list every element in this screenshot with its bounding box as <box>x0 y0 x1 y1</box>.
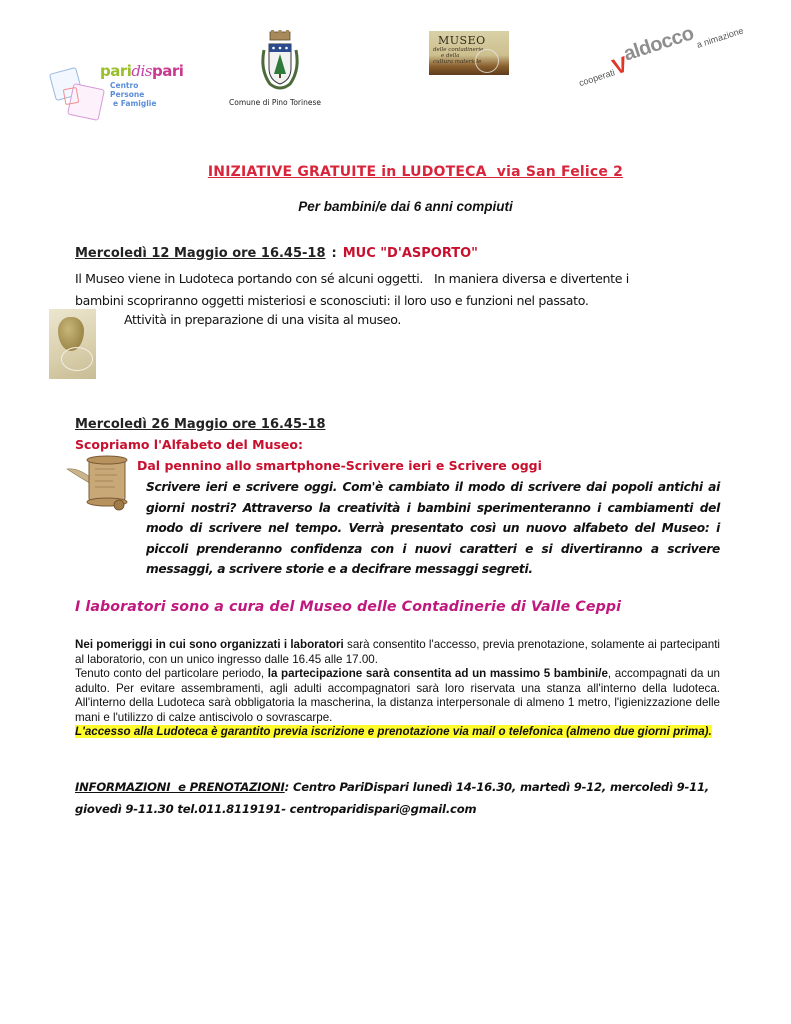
scroll-quill-icon <box>65 455 133 513</box>
event1-title: MUC "D'ASPORTO" <box>342 246 478 261</box>
paridispari-subtitle: Centro Persone e Famiglie <box>110 81 157 108</box>
notice-highlight: L'accesso alla Ludoteca è garantito previa iscrizione e prenotazione via mail o telefonica (almeno due giorni prima). <box>75 725 712 738</box>
info-label: INFORMAZIONI e PRENOTAZIONI <box>75 780 285 794</box>
valdocco-logo: cooperatiValdoccoa nimazione <box>577 22 745 89</box>
page-subtitle: Per bambini/e dai 6 anni compiuti <box>298 199 513 214</box>
event1-heading: Mercoledì 12 Maggio ore 16.45-18 : MUC "D'ASPORTO" <box>75 246 478 261</box>
spinning-top-image <box>49 309 96 379</box>
event2-topic: Dal pennino allo smartphone-Scrivere ieri e Scrivere oggi <box>137 458 542 473</box>
event2-heading <box>75 417 326 432</box>
event2-description: Scrivere ieri e scrivere oggi. Com'è cambiato il modo di scrivere dai popoli antichi ai giorni nostri? Attraverso la creatività i bambini sperimenteranno i cambiamenti del modo di scrivere nel tempo. Verrà presentato così un nuovo alfabeto del Museo: i piccoli prenderanno confidenza con i nuovi caratteri e si divertiranno a scrivere messaggi, a scrivere storie e a decifrare messaggi segreti. <box>146 480 720 576</box>
event1-note: Attività in preparazione di una visita al museo. <box>124 312 401 327</box>
event1-date: Mercoledì 12 Maggio ore 16.45-18 <box>75 246 326 261</box>
event2-date: Mercoledì 26 Maggio ore 16.45-18 <box>75 417 326 432</box>
info-text[interactable]: : Centro PariDispari lunedì 14-16.30, martedì 9-12, mercoledì 9-11, giovedì 9-11.30 tel.011.8119191- centroparidispari@gmail.com <box>75 780 710 816</box>
event1-description: Il Museo viene in Ludoteca portando con sé alcuni oggetti. In maniera diversa e divertente i bambini scopriranno oggetti misteriosi e sconosciuti: il loro uso e funzioni nel passato. <box>75 271 629 308</box>
notice-paragraph-2: Tenuto conto del particolare periodo, la partecipazione sarà consentita ad un massimo 5 bambini/e, accompagnati da un adulto. Per evitare assembramenti, agli adulti accompagnatori sarà loro riservata una stanza all'interno della ludoteca. All'interno della Ludoteca sarà obbligatoria la mascherina, la distanza interpersonale di almeno 1 metro, l'igienizzazione delle mani e l'utilizzo di calze antiscivolo o sovrascarpe. <box>75 667 720 724</box>
comune-caption: Comune di Pino Torinese <box>229 98 321 107</box>
paridispari-name: paridispari <box>100 62 184 80</box>
paridispari-logo <box>52 62 184 124</box>
notice-paragraph-1: Nei pomeriggi in cui sono organizzati i laboratori sarà consentito l'accesso, previa prenotazione, solamente ai partecipanti al laboratorio, con un unico ingresso dalle 16.45 alle 17.00. <box>75 638 720 666</box>
notice-block <box>75 638 720 740</box>
event2-subtitle: Scopriamo l'Alfabeto del Museo: <box>75 437 303 452</box>
museo-logo: MUSEO delle contadinerie e della cultura materiale <box>429 31 509 75</box>
dice-icon <box>63 87 80 105</box>
labs-heading: I laboratori sono a cura del Museo delle Contadinerie di Valle Ceppi <box>75 599 622 615</box>
comune-logo <box>225 30 321 110</box>
contact-info <box>75 776 725 820</box>
sketch-icon <box>475 49 499 73</box>
page-title: INIZIATIVE GRATUITE in LUDOTECA via San Felice 2 <box>207 164 624 180</box>
coat-of-arms-icon <box>260 30 300 94</box>
